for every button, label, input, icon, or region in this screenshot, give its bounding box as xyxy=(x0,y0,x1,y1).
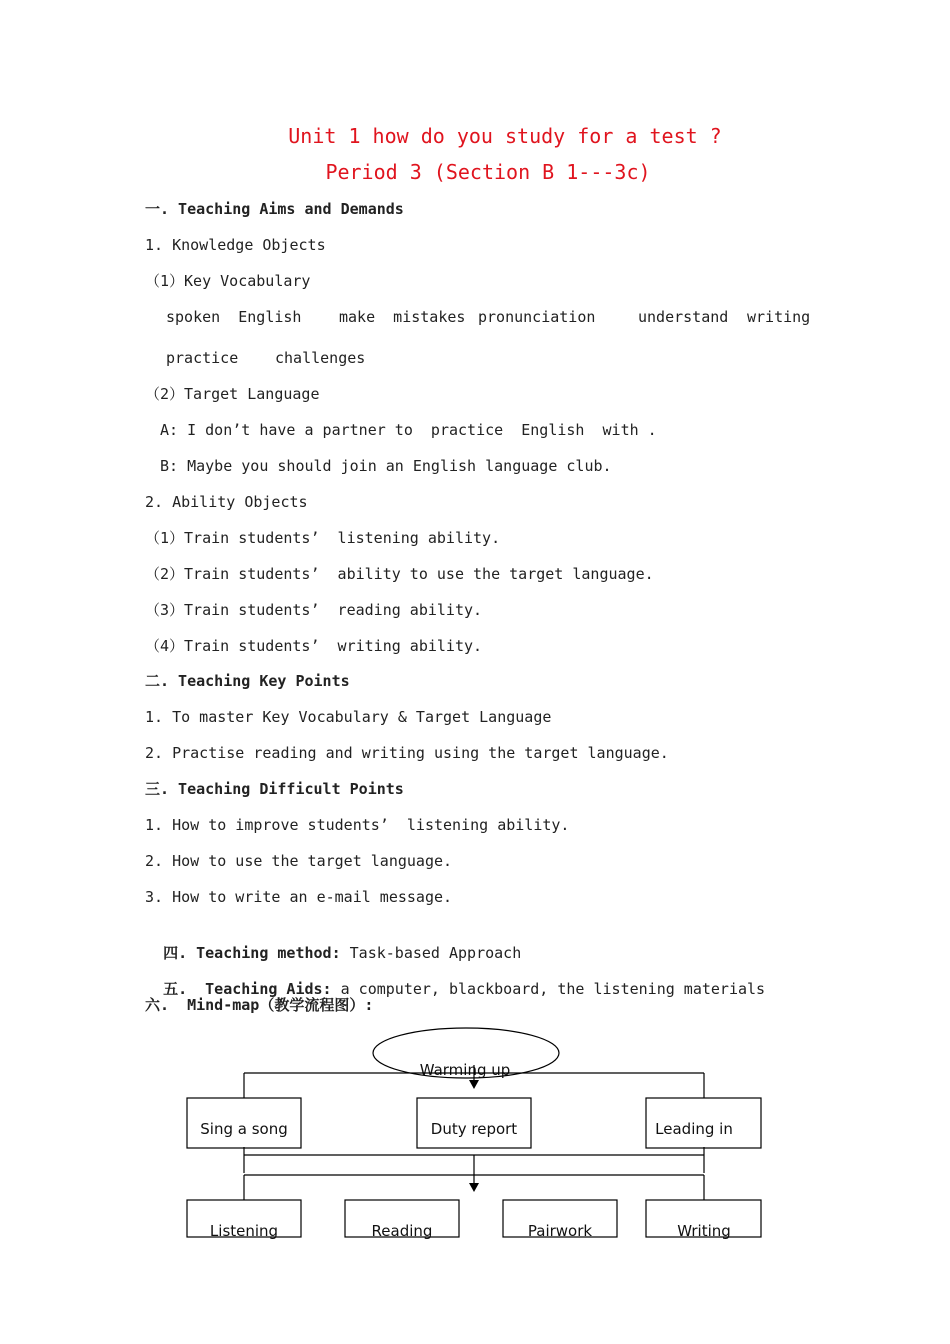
key-point-item: 1. To master Key Vocabulary & Target Language xyxy=(145,708,552,726)
dialog-b: B: Maybe you should join an English language club. xyxy=(160,457,612,475)
ability-item: （2）Train students’ ability to use the target language. xyxy=(145,565,654,583)
arrow-down-icon xyxy=(469,1183,479,1192)
mind-map-diagram xyxy=(0,1020,950,1260)
arrow-down-icon xyxy=(469,1080,479,1089)
ability-item: （4）Train students’ writing ability. xyxy=(145,637,483,655)
vocab-item: writing xyxy=(747,308,811,326)
mind-map-heading: 六. Mind-map（教学流程图）: xyxy=(145,996,374,1014)
vocab-item: spoken English xyxy=(166,308,302,326)
mind-box-label: Listening xyxy=(209,1222,279,1240)
ability-item: （3）Train students’ reading ability. xyxy=(145,601,483,619)
mind-box-label: Leading in xyxy=(655,1120,733,1138)
section1-heading: 一. Teaching Aims and Demands xyxy=(145,200,404,218)
vocab-item: understand xyxy=(638,308,729,326)
vocab-item: practice xyxy=(166,349,239,367)
ability-item: （1）Train students’ listening ability. xyxy=(145,529,501,547)
target-language-label: （2）Target Language xyxy=(145,385,320,403)
teaching-method-value: Task-based Approach xyxy=(340,944,522,962)
section3-heading: 三. Teaching Difficult Points xyxy=(145,780,404,798)
teaching-aids xyxy=(145,959,765,999)
difficult-point-item: 2. How to use the target language. xyxy=(145,852,453,870)
teaching-method xyxy=(145,923,521,963)
difficult-point-item: 3. How to write an e-mail message. xyxy=(145,888,453,906)
teaching-aids-value: a computer, blackboard, the listening materials xyxy=(331,980,766,998)
vocab-item: challenges xyxy=(275,349,366,367)
mind-box-label: Reading xyxy=(371,1222,433,1240)
vocab-item: pronunciation xyxy=(478,308,596,326)
difficult-point-item: 1. How to improve students’ listening ability. xyxy=(145,816,570,834)
dialog-a: A: I don’t have a partner to practice English with . xyxy=(160,421,657,439)
doc-title-line2: Period 3 (Section B 1---3c) xyxy=(325,160,651,184)
section2-heading: 二. Teaching Key Points xyxy=(145,672,350,690)
ability-objects: 2. Ability Objects xyxy=(145,493,308,511)
mind-box-label: Writing xyxy=(677,1222,731,1240)
mind-box-label: Pairwork xyxy=(527,1222,593,1240)
knowledge-objects: 1. Knowledge Objects xyxy=(145,236,326,254)
teaching-aids-label: 五. Teaching Aids: xyxy=(163,980,332,998)
doc-title-line1: Unit 1 how do you study for a test ? xyxy=(288,124,722,148)
mind-box-label: Duty report xyxy=(430,1120,518,1138)
teaching-method-label: 四. Teaching method: xyxy=(163,944,341,962)
key-vocabulary-label: （1）Key Vocabulary xyxy=(145,272,311,290)
vocab-item: make mistakes xyxy=(339,308,466,326)
mind-box-label: Sing a song xyxy=(200,1120,288,1138)
warming-up-label: Warming up xyxy=(419,1061,511,1079)
key-point-item: 2. Practise reading and writing using the target language. xyxy=(145,744,669,762)
